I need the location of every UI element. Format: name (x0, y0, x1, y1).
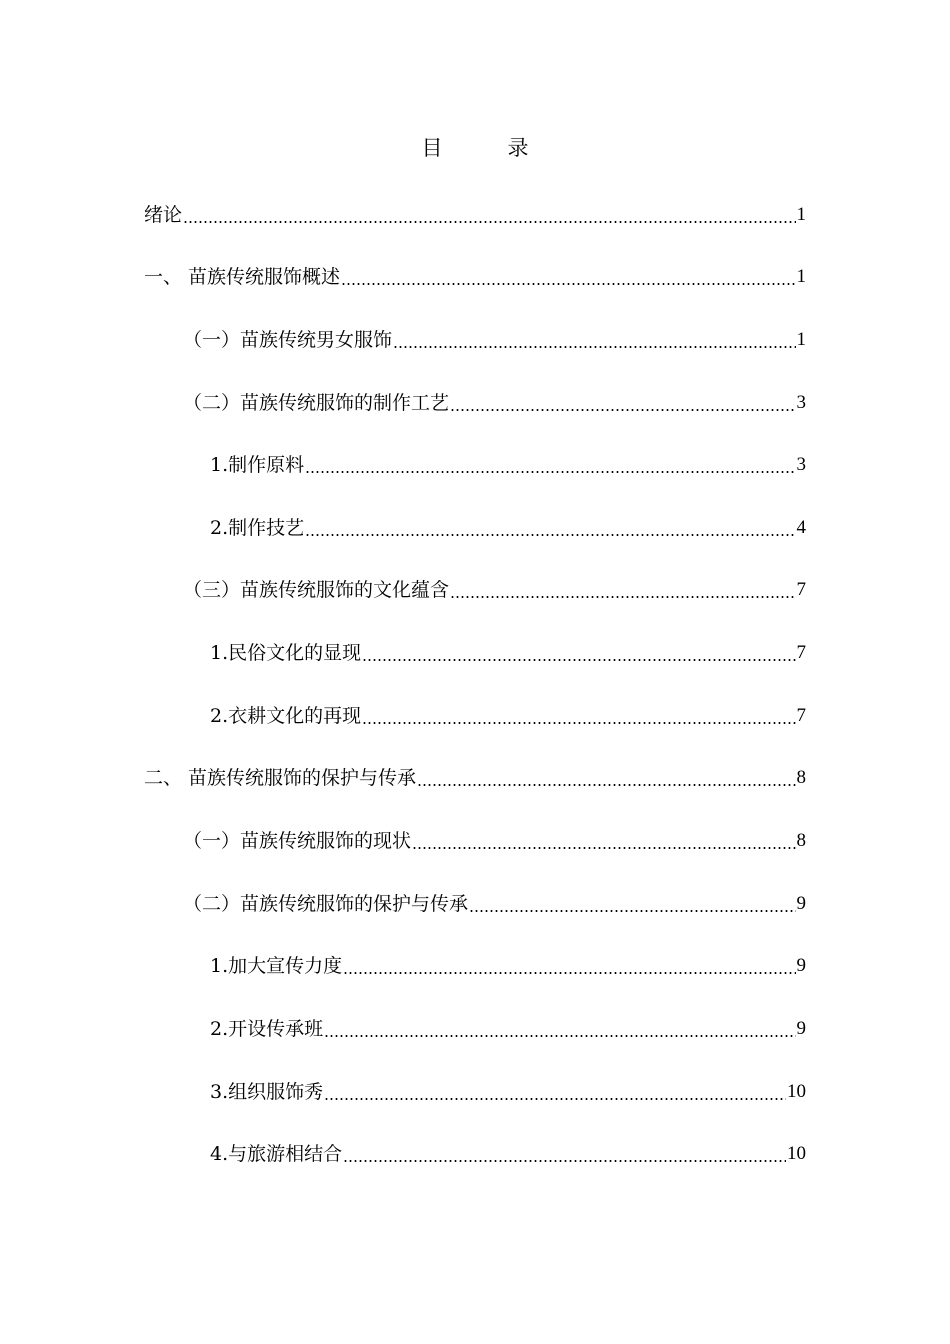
toc-entry-subsection-2-2-3[interactable] (0, 1075, 806, 1105)
toc-entry-label: （二）苗族传统服饰的制作工艺 (183, 392, 450, 414)
toc-dot-leader (305, 515, 795, 541)
toc-dot-leader (450, 390, 795, 416)
toc-dot-leader (324, 1079, 786, 1105)
toc-dot-leader (305, 452, 795, 478)
toc-dot-leader (417, 765, 795, 791)
toc-entry-label: （一）苗族传统男女服饰 (183, 329, 393, 351)
toc-entry-subsection-2-2-4[interactable] (0, 1137, 806, 1167)
toc-page-number: 7 (796, 642, 806, 663)
toc-entry-section-2-1[interactable] (0, 824, 806, 854)
toc-dot-leader (343, 953, 795, 979)
toc-page-number: 3 (796, 392, 806, 413)
toc-entry-subsection-1-2-1[interactable] (0, 448, 806, 478)
toc-entry-label: （二）苗族传统服饰的保护与传承 (183, 893, 469, 915)
toc-dot-leader (450, 577, 795, 603)
toc-entry-subsection-1-3-1[interactable] (0, 636, 806, 666)
toc-entry-chapter-1[interactable] (0, 260, 806, 290)
toc-entry-section-2-2[interactable] (0, 887, 806, 917)
toc-entry-subsection-1-2-2[interactable] (0, 511, 806, 541)
toc-entry-section-1-2[interactable] (0, 386, 806, 416)
toc-entry-subsection-1-3-2[interactable] (0, 699, 806, 729)
toc-dot-leader (362, 703, 795, 729)
toc-page-number: 1 (796, 329, 806, 350)
toc-page-number: 1 (796, 266, 806, 287)
toc-entry-label: （一）苗族传统服饰的现状 (183, 830, 412, 852)
toc-page-number: 10 (787, 1081, 806, 1102)
toc-entry-label: （三）苗族传统服饰的文化蕴含 (183, 579, 450, 601)
toc-page-number: 7 (796, 705, 806, 726)
toc-dot-leader (343, 1141, 786, 1167)
toc-entry-label: 2.衣耕文化的再现 (210, 705, 362, 727)
toc-dot-leader (393, 327, 795, 353)
toc-dot-leader (469, 891, 795, 917)
toc-dot-leader (324, 1016, 795, 1042)
toc-entry-introduction[interactable] (0, 198, 806, 228)
toc-entry-label: 3.组织服饰秀 (210, 1081, 324, 1103)
toc-entry-label: 一、 苗族传统服饰概述 (144, 266, 341, 288)
toc-page-number: 8 (796, 767, 806, 788)
toc-dot-leader (412, 828, 795, 854)
toc-entry-chapter-2[interactable] (0, 761, 806, 791)
toc-entry-label: 1.制作原料 (210, 454, 305, 476)
toc-entry-label: 2.开设传承班 (210, 1018, 324, 1040)
toc-title: 目 录 (421, 136, 551, 160)
toc-page-number: 9 (796, 893, 806, 914)
toc-dot-leader (341, 264, 795, 290)
toc-dot-leader (362, 640, 795, 666)
toc-entry-label: 2.制作技艺 (210, 517, 305, 539)
toc-entry-section-1-3[interactable] (0, 573, 806, 603)
toc-entry-label: 绪论 (144, 204, 183, 226)
toc-entry-subsection-2-2-1[interactable] (0, 949, 806, 979)
toc-page-number: 4 (796, 517, 806, 538)
toc-dot-leader (183, 202, 795, 228)
toc-page-number: 10 (787, 1143, 806, 1164)
toc-page-number: 7 (796, 579, 806, 600)
toc-page-number: 1 (796, 204, 806, 225)
toc-page-number: 9 (796, 1018, 806, 1039)
toc-page-number: 3 (796, 454, 806, 475)
toc-entry-label: 1.加大宣传力度 (210, 955, 343, 977)
toc-entry-section-1-1[interactable] (0, 323, 806, 353)
toc-entry-label: 1.民俗文化的显现 (210, 642, 362, 664)
toc-page-number: 9 (796, 955, 806, 976)
toc-page-number: 8 (796, 830, 806, 851)
toc-entry-subsection-2-2-2[interactable] (0, 1012, 806, 1042)
toc-entry-label: 二、 苗族传统服饰的保护与传承 (144, 767, 417, 789)
toc-entry-label: 4.与旅游相结合 (210, 1143, 343, 1165)
